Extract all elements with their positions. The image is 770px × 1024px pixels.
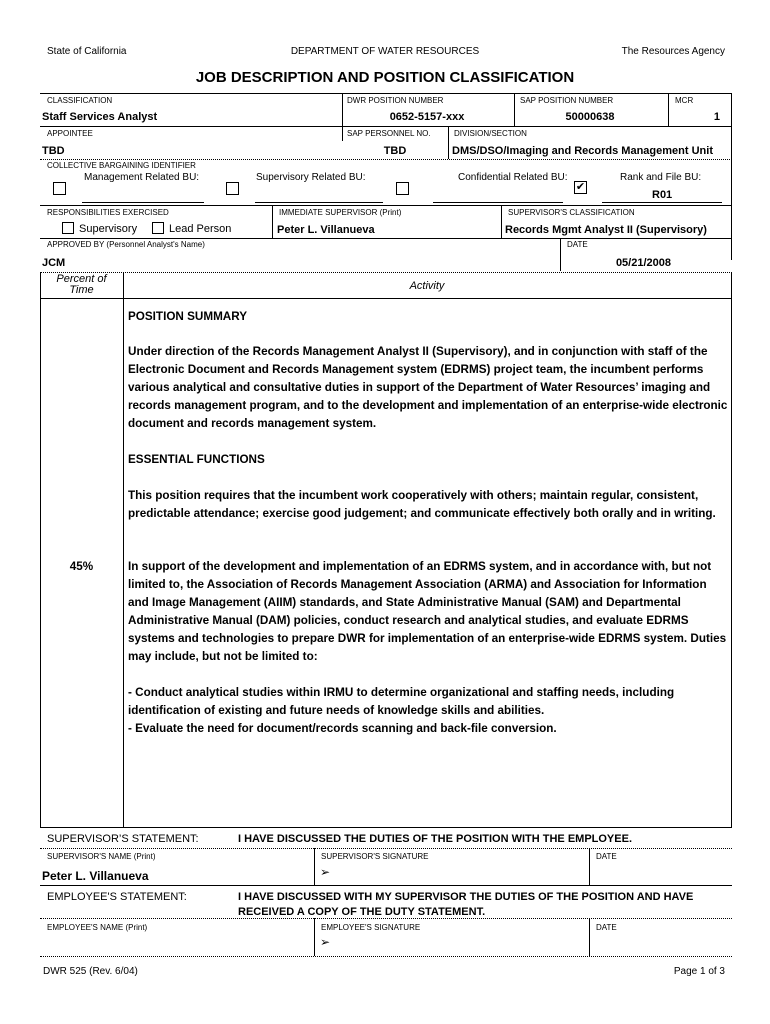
employee-statement-label: EMPLOYEE'S STATEMENT: bbox=[47, 891, 187, 903]
employee-statement-text: I HAVE DISCUSSED WITH MY SUPERVISOR THE DUTIES OF THE POSITION AND HAVE RECEIVED A COPY OF THE DUTY STATEMENT. bbox=[238, 891, 694, 918]
duty-text: In support of the development and implementation of an EDRMS system, and in accordance with, but not limited to, the Association of Records Management Association (ARMA) and Association for Information and Image Management (AIIM) standards, and State Administrative Manual (SAM) and Departmental Administrative Manual (DAM) policies, conduct research and analytical studies, and evaluate EDRMS systems and technologies to prepare DWR for implementation of an enterprise-wide EDRMS system. Duties may include, but not be limited to: bbox=[128, 560, 727, 663]
dwr-position-value: 0652-5157-xxx bbox=[389, 111, 465, 123]
supervisor-signature-arrow-icon: ➢ bbox=[320, 865, 331, 879]
responsibilities-label: RESPONSIBILITIES EXERCISED bbox=[47, 208, 169, 217]
mcr-value: 1 bbox=[713, 111, 720, 123]
division-value: DMS/DSO/Imaging and Records Management Unit bbox=[452, 145, 713, 157]
form-title: JOB DESCRIPTION AND POSITION CLASSIFICATION bbox=[195, 69, 575, 86]
appointee-label: APPOINTEE bbox=[47, 129, 93, 138]
time-header: Time bbox=[69, 284, 94, 296]
supervisor-name-value: Peter L. Villanueva bbox=[42, 869, 149, 883]
approved-date-label: DATE bbox=[567, 240, 588, 249]
sap-position-value: 50000638 bbox=[565, 111, 615, 123]
activity-header: Activity bbox=[409, 280, 445, 292]
employee-signature-arrow-icon: ➢ bbox=[320, 935, 331, 949]
supv-bu-checkbox[interactable] bbox=[226, 182, 239, 195]
rank-bu-label: Rank and File BU: bbox=[620, 172, 702, 183]
bargaining-label: COLLECTIVE BARGAINING IDENTIFIER bbox=[47, 161, 196, 170]
position-summary-heading: POSITION SUMMARY bbox=[128, 310, 248, 323]
approved-by-value: JCM bbox=[42, 257, 66, 269]
department-label: DEPARTMENT OF WATER RESOURCES bbox=[290, 46, 480, 57]
essential-intro-text: This position requires that the incumbent work cooperatively with others; maintain regular, consistent, predictable attendance; exercise good judgement; and communicate effectively both orally and in writing. bbox=[128, 489, 716, 520]
position-summary-text: Under direction of the Records Management Analyst II (Supervisory), and in conjunction with staff of the Electronic Document and Records Management system (EDRMS) project team, the incumbent performs various analytical and consultative duties in support of the Department of Water Resources’ imaging and records management program, and to the development and implementation of an enterprise-wide electronic document and records management system. bbox=[128, 345, 728, 430]
sap-personnel-value: TBD bbox=[383, 145, 407, 157]
form-number: DWR 525 (Rev. 6/04) bbox=[43, 966, 138, 977]
sap-position-label: SAP POSITION NUMBER bbox=[520, 96, 614, 105]
essential-functions-heading: ESSENTIAL FUNCTIONS bbox=[128, 453, 265, 466]
rank-bu-checkbox[interactable]: ✔ bbox=[575, 181, 586, 193]
mcr-label: MCR bbox=[675, 96, 694, 105]
duty-percent: 45% bbox=[69, 560, 94, 573]
dwr-position-label: DWR POSITION NUMBER bbox=[347, 96, 444, 105]
lead-checkbox[interactable] bbox=[152, 222, 164, 234]
page-number: Page 1 of 3 bbox=[673, 966, 725, 977]
supervisory-label: Supervisory bbox=[79, 223, 138, 235]
supervisor-class-label: SUPERVISOR'S CLASSIFICATION bbox=[508, 208, 635, 217]
percent-header: Percent of bbox=[56, 273, 107, 285]
classification-label: CLASSIFICATION bbox=[47, 96, 113, 105]
immediate-supervisor-value: Peter L. Villanueva bbox=[277, 224, 375, 236]
employee-name-label: EMPLOYEE'S NAME (Print) bbox=[47, 923, 148, 932]
supervisory-checkbox[interactable] bbox=[62, 222, 74, 234]
agency-label: The Resources Agency bbox=[621, 46, 725, 57]
classification-value: Staff Services Analyst bbox=[42, 111, 158, 123]
approved-date-value: 05/21/2008 bbox=[615, 257, 671, 269]
conf-bu-checkbox[interactable] bbox=[396, 182, 409, 195]
rank-bu-value: R01 bbox=[652, 189, 673, 201]
lead-label: Lead Person bbox=[169, 223, 232, 235]
mgmt-bu-checkbox[interactable] bbox=[53, 182, 66, 195]
supervisor-signature-label: SUPERVISOR'S SIGNATURE bbox=[321, 852, 429, 861]
employee-date-label: DATE bbox=[596, 923, 617, 932]
supervisor-date-label: DATE bbox=[596, 852, 617, 861]
sap-personnel-label: SAP PERSONNEL NO. bbox=[347, 129, 431, 138]
mgmt-bu-label: Management Related BU: bbox=[84, 172, 200, 183]
approved-by-label: APPROVED BY (Personnel Analyst's Name) bbox=[47, 240, 205, 249]
duty-bullet-1: - Conduct analytical studies within IRMU to determine organizational and staffing needs, including identification of existing and future needs of knowledge skills and abilities. bbox=[128, 686, 675, 717]
supervisor-statement-label: SUPERVISOR’S STATEMENT: bbox=[47, 833, 199, 845]
immediate-supervisor-label: IMMEDIATE SUPERVISOR (Print) bbox=[279, 208, 402, 217]
supervisor-class-value: Records Mgmt Analyst II (Supervisory) bbox=[505, 224, 707, 236]
division-label: DIVISION/SECTION bbox=[454, 129, 527, 138]
duty-bullet-2: - Evaluate the need for document/records scanning and back-file conversion. bbox=[128, 722, 557, 735]
conf-bu-label: Confidential Related BU: bbox=[458, 172, 568, 183]
employee-signature-label: EMPLOYEE'S SIGNATURE bbox=[321, 923, 421, 932]
state-label: State of California bbox=[47, 46, 127, 57]
supervisor-statement-text: I HAVE DISCUSSED THE DUTIES OF THE POSITION WITH THE EMPLOYEE. bbox=[238, 833, 632, 845]
appointee-value: TBD bbox=[42, 145, 65, 157]
supv-bu-label: Supervisory Related BU: bbox=[256, 172, 366, 183]
supervisor-name-label: SUPERVISOR'S NAME (Print) bbox=[47, 852, 156, 861]
